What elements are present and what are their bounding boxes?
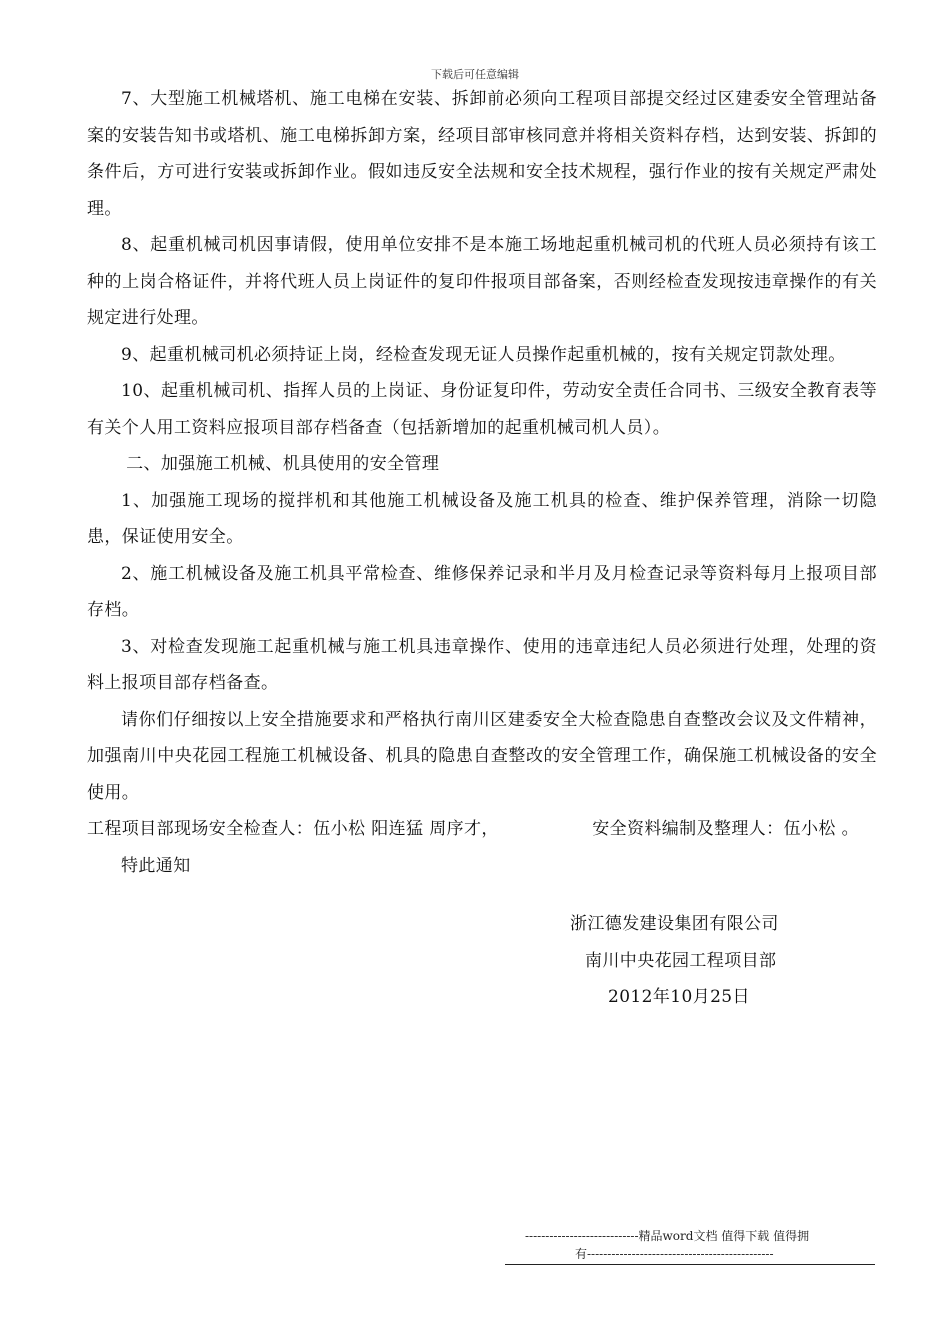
section-paragraph-2: 2、施工机械设备及施工机具平常检查、维修保养记录和半月及月检查记录等资料每月上报项目部存档。 [87,563,877,620]
signature-department: 南川中央花园工程项目部 [585,950,777,971]
document-body [87,81,877,884]
footer-line-1: ----------------------------精品word文档 值得下载 值得拥 [525,1229,810,1243]
inspectors-line [87,811,877,848]
footer-note [505,1227,875,1265]
section-paragraph-1: 1、加强施工现场的搅拌机和其他施工机械设备及施工机具的检查、维护保养管理，消除一切隐患，保证使用安全。 [87,490,877,547]
signature-company: 浙江德发建设集团有限公司 [570,914,779,934]
footer-line-2: 有---------------------------------------------- [575,1247,774,1261]
instruction-paragraph: 请你们仔细按以上安全措施要求和严格执行南川区建委安全大检查隐患自查整改会议及文件精神，加强南川中央花园工程施工机械设备、机具的隐患自查整改的安全管理工作，确保施工机械设备的安全使用。 [87,709,877,803]
paragraph-item-10: 10、起重机械司机、指挥人员的上岗证、身份证复印件，劳动安全责任合同书、三级安全教育表等有关个人用工资料应报项目部存档备查（包括新增加的起重机械司机人员）。 [87,381,877,438]
section-heading: 二、加强施工机械、机具使用的安全管理 [126,454,440,474]
document-compiler: 安全资料编制及整理人：伍小松 。 [592,819,859,839]
signature-block [560,906,820,1016]
site-inspectors: 工程项目部现场安全检查人：伍小松 阳连猛 周序才， [87,819,499,839]
header-note: 下载后可任意编辑 [431,68,519,81]
paragraph-item-9: 9、起重机械司机必须持证上岗，经检查发现无证人员操作起重机械的，按有关规定罚款处理。 [121,344,846,365]
signature-date: 2012年10月25日 [608,987,750,1007]
closing-notice: 特此通知 [121,855,191,876]
section-paragraph-3: 3、对检查发现施工起重机械与施工机具违章操作、使用的违章违纪人员必须进行处理，处理的资料上报项目部存档备查。 [87,636,877,693]
paragraph-item-7: 7、大型施工机械塔机、施工电梯在安装、拆卸前必须向工程项目部提交经过区建委安全管理站备案的安装告知书或塔机、施工电梯拆卸方案，经项目部审核同意并将相关资料存档，达到安装、拆卸的条件后，方可进行安装或拆卸作业。假如违反安全法规和安全技术规程，强行作业的按有关规定严肃处理。 [87,89,877,219]
paragraph-item-8: 8、起重机械司机因事请假，使用单位安排不是本施工场地起重机械司机的代班人员必须持有该工种的上岗合格证件，并将代班人员上岗证件的复印件报项目部备案，否则经检查发现按违章操作的有关规定进行处理。 [87,235,877,328]
